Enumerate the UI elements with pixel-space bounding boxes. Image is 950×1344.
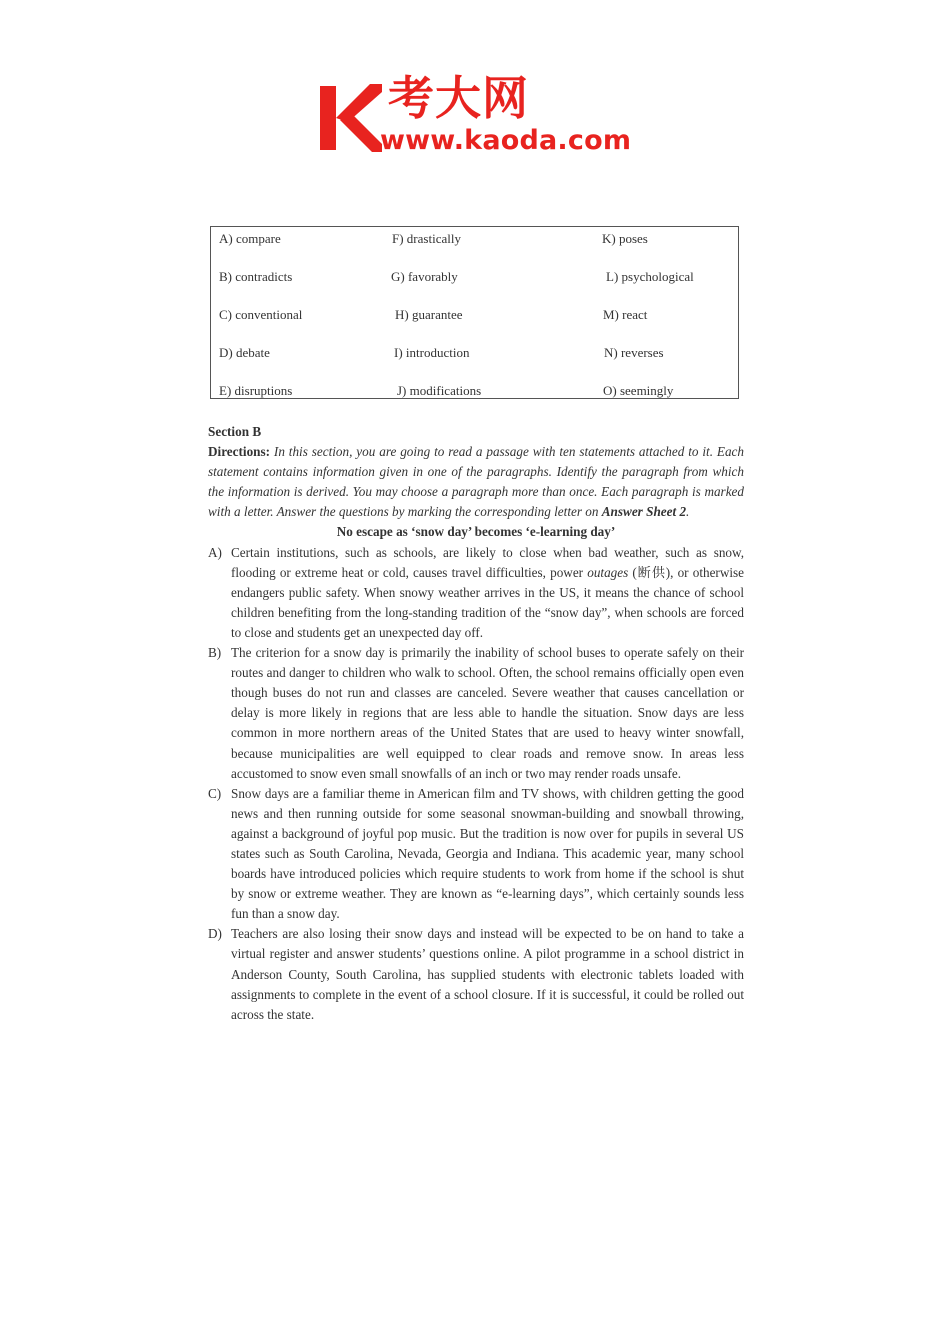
answer-sheet-ref: Answer Sheet 2 <box>601 504 687 520</box>
word-bank-item: O) seemingly <box>603 383 674 398</box>
paragraph-text-after: (断供), or otherwise endangers public safety. When snowy weather arrives in the US, it means the chance of school children benefiting from the long-standing tradition of the “snow day”, when schools are forced to close and students get an unexpected day off. <box>231 564 744 640</box>
word-bank-item: C) conventional <box>219 307 303 322</box>
paragraph-letter: D) <box>208 926 222 942</box>
section-b <box>208 422 744 1025</box>
section-heading: Section B <box>208 424 262 439</box>
word-bank-item: K) poses <box>602 231 648 246</box>
word-bank-item: G) favorably <box>391 269 458 284</box>
paragraph-letter: A) <box>208 544 222 560</box>
directions-text: In this section, you are going to read a passage with ten statements attached to it. Each statement contains information given in one of the paragraphs. Identify the paragraph from which the information is derived. You may choose a paragraph more than once. Each paragraph is marked with a letter. Answer the questions by marking the corresponding letter on <box>208 444 744 520</box>
word-bank-item: M) react <box>603 307 648 322</box>
paragraph-text: Snow days are a familiar theme in American film and TV shows, with children getting the good news and then running outside for some seasonal snowman-building and snowball throwing, against a background of joyful pop music. But the tradition is now over for pupils in several US states such as South Carolina, Nevada, Georgia and Indiana. This academic year, many school boards have introduced policies which require students to work from home if the school is shut by snow or extreme weather. They are known as “e-learning days”, which certainly sounds less fun than a snow day. <box>231 785 744 922</box>
paragraph-b <box>208 643 744 784</box>
passage-title: No escape as ‘snow day’ becomes ‘e-learning day’ <box>336 524 616 540</box>
logo-url-text: www.kaoda.com <box>380 125 632 156</box>
word-bank-item: F) drastically <box>392 231 461 246</box>
word-bank-item: A) compare <box>219 231 281 246</box>
paragraph-c <box>208 784 744 925</box>
directions <box>208 442 744 522</box>
word-bank-item: B) contradicts <box>219 269 293 284</box>
paragraph-a <box>208 543 744 643</box>
paragraph-letter: B) <box>208 645 222 661</box>
paragraph-text: The criterion for a snow day is primarily the inability of school buses to operate safely on their routes and danger to children who walk to school. Often, the school remains officially open even though buses do not run and classes are canceled. Severe weather that causes cancellation or delay is more likely in regions that are less able to handle the situation. Snow days are less common in more northern areas of the United States that are used to heavy winter snowfall, because municipalities are well equipped to clear roads and remove snow. In areas less accustomed to snow even small snowfalls of an inch or two may render roads unsafe. <box>231 645 744 781</box>
word-bank-item: E) disruptions <box>219 383 293 398</box>
logo-chinese-text: 考大网 <box>388 71 529 125</box>
paragraph-italic: outages <box>587 564 629 580</box>
k-logo-icon <box>318 82 382 154</box>
word-bank-table <box>210 226 739 399</box>
word-bank-item: L) psychological <box>606 269 694 284</box>
paragraph-text: Certain institutions, such as schools, are likely to close when bad weather, such as snow, flooding or extreme heat or cold, causes travel difficulties, power <box>231 544 744 580</box>
site-logo <box>318 72 648 162</box>
word-bank-item: J) modifications <box>397 383 482 398</box>
paragraph-d <box>208 924 744 1024</box>
directions-period: . <box>686 504 690 520</box>
word-bank-item: I) introduction <box>394 345 470 360</box>
word-bank-item: D) debate <box>219 345 270 360</box>
word-bank-item: H) guarantee <box>395 307 463 322</box>
directions-label: Directions: <box>208 444 271 460</box>
paragraph-text: Teachers are also losing their snow days and instead will be expected to be on hand to take a virtual register and answer students’ questions online. A pilot programme in a school district in Anderson County, South Carolina, has supplied students with electronic tablets loaded with assignments to complete in the event of a school closure. If it is successful, it could be rolled out across the state. <box>231 926 744 1022</box>
paragraph-letter: C) <box>208 785 222 801</box>
word-bank-item: N) reverses <box>604 345 664 360</box>
